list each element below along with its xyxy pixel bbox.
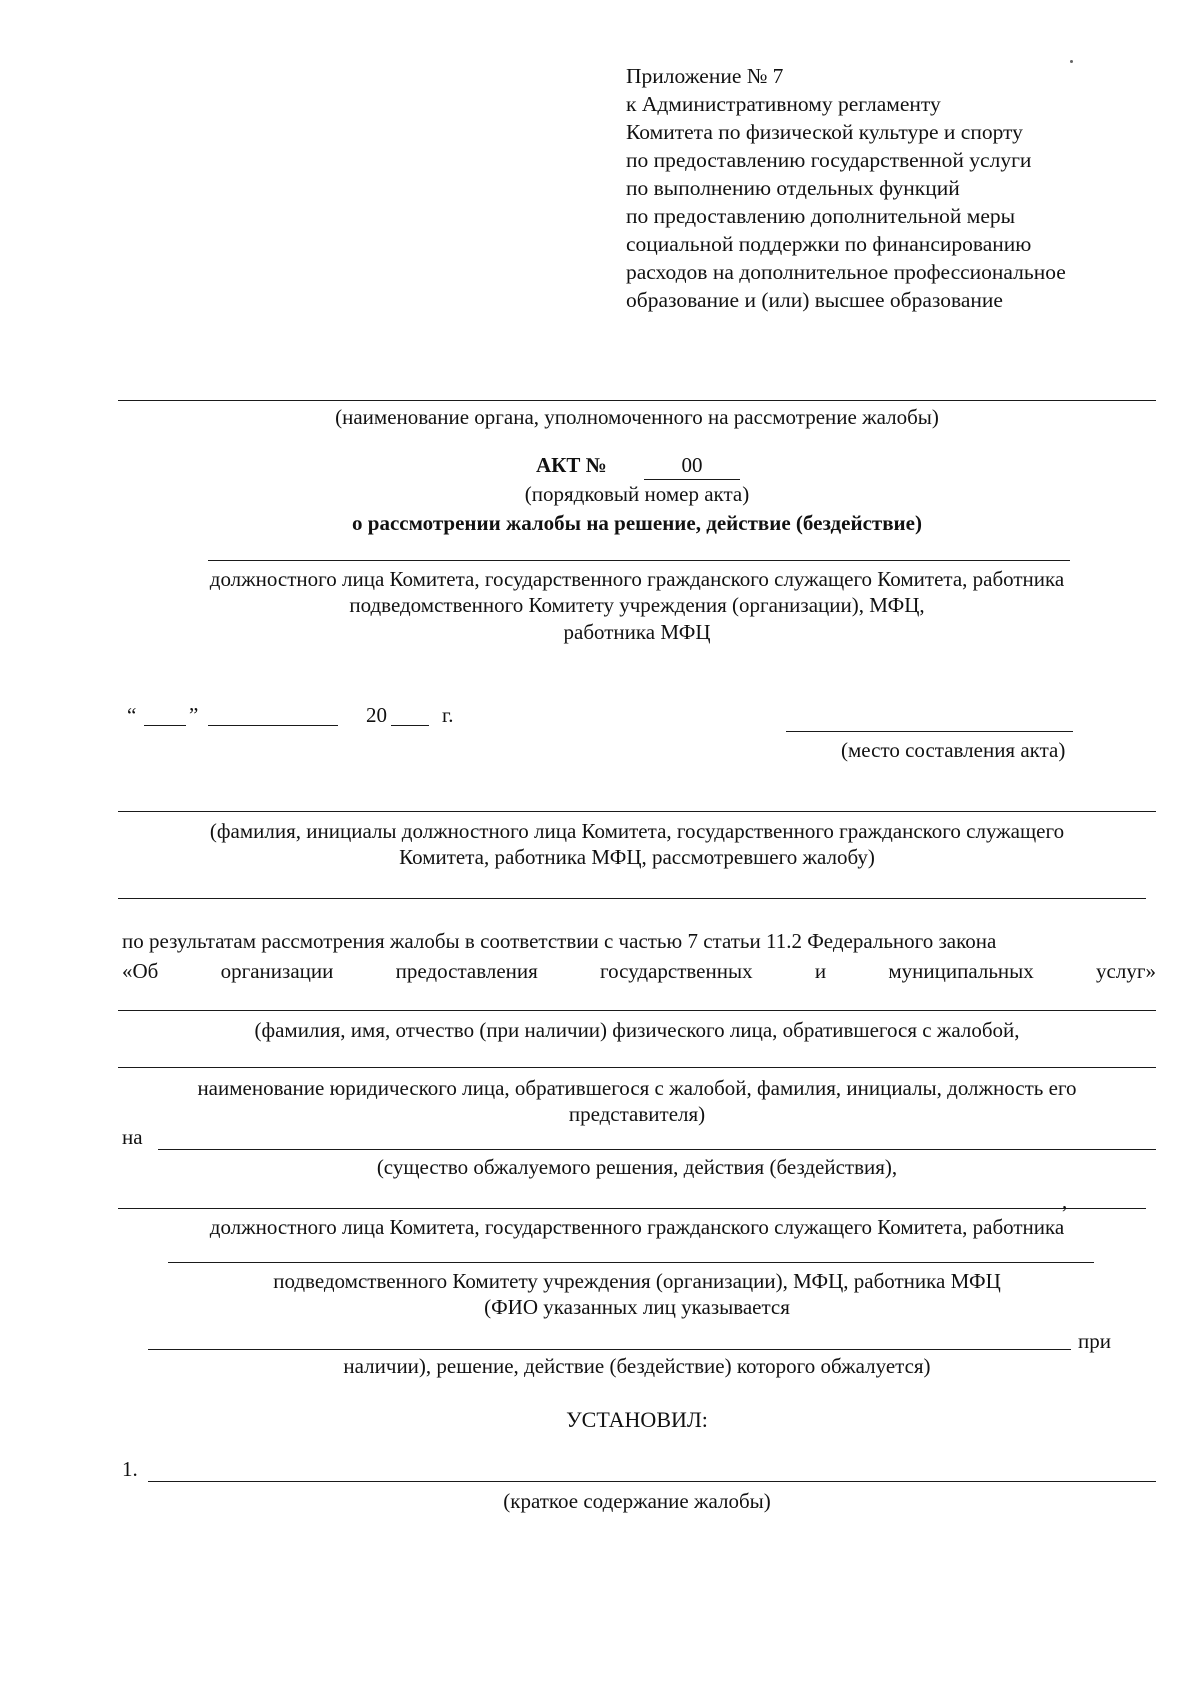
date-month-line [208, 725, 338, 726]
results-word: организации [220, 959, 334, 983]
reviewer-caption-line: Комитета, работника МФЦ, рассмотревшего жалобу) [399, 845, 875, 870]
results-word: услуг» [1096, 959, 1156, 983]
applicant-caption: (фамилия, имя, отчество (при наличии) физического лица, обратившегося с жалобой, [254, 1018, 1020, 1042]
results-word: муниципальных [888, 959, 1034, 983]
scan-speck [1070, 60, 1073, 63]
legal-caption-line: наименование юридического лица, обратившегося с жалобой, фамилия, инициалы, должность его [197, 1076, 1077, 1100]
institution-caption [118, 1268, 1156, 1321]
results-line-1: по результатам рассмотрения жалобы в соответствии с частью 7 статьи 11.2 Федерального закона [122, 929, 997, 953]
item-number: 1. [122, 1457, 138, 1481]
date-close-quote: ” [189, 703, 199, 727]
summary-caption: (краткое содержание жалобы) [503, 1489, 771, 1513]
on-label: на [122, 1125, 143, 1149]
official-caption [118, 566, 1156, 645]
appendix-line: по выполнению отдельных функций [626, 176, 960, 200]
appendix-line: по предоставлению дополнительной меры [626, 204, 1016, 228]
institution-caption-line: подведомственного Комитету учреждения (организации), МФЦ, работника МФЦ [273, 1269, 1001, 1293]
official-caption-line: должностного лица Комитета, государственного гражданского служащего Комитета, работника [209, 567, 1065, 591]
act-label: АКТ № [536, 453, 607, 477]
institution-caption-line: (ФИО указанных лиц указывается [484, 1295, 790, 1320]
when-label: при [1078, 1329, 1111, 1353]
official-caption-2: должностного лица Комитета, государственного гражданского служащего Комитета, работника [209, 1215, 1065, 1239]
reviewer-line [118, 811, 1156, 812]
appendix-line: по предоставлению государственной услуги [626, 148, 1032, 172]
fio-line [148, 1349, 1071, 1350]
results-word: предоставления [395, 959, 538, 983]
reviewer-caption [118, 818, 1156, 871]
act-subject: о рассмотрении жалобы на решение, действие (бездействие) [352, 511, 922, 535]
act-number-caption: (порядковый номер акта) [524, 482, 750, 506]
appendix-line: социальной поддержки по финансированию [626, 232, 1032, 256]
legal-caption-line: представителя) [568, 1102, 706, 1127]
act-number: 00 [681, 453, 703, 477]
organ-name-line [118, 400, 1156, 401]
appendix-header [626, 62, 1146, 314]
appendix-line: Комитета по физической культуре и спорту [626, 120, 1023, 144]
date-day-line [144, 725, 186, 726]
essence-line [118, 1208, 1146, 1209]
results-word: и [814, 959, 827, 983]
legal-line [118, 1067, 1156, 1068]
appendix-line: расходов на дополнительное профессиональное [626, 260, 1066, 284]
essence-comma: , [1062, 1189, 1068, 1213]
date-year-line [391, 725, 429, 726]
appendix-line: Приложение № 7 [626, 64, 784, 88]
available-caption: наличии), решение, действие (бездействие) которого обжалуется) [343, 1354, 931, 1378]
act-number-line [644, 479, 740, 480]
on-line [158, 1149, 1156, 1150]
institution-line [168, 1262, 1094, 1263]
official-caption-line: подведомственного Комитету учреждения (организации), МФЦ, [349, 593, 925, 618]
essence-caption: (существо обжалуемого решения, действия (бездействия), [376, 1155, 898, 1179]
date-open-quote: “ [127, 703, 137, 727]
official-caption-line: работника МФЦ [563, 619, 711, 644]
established-heading: УСТАНОВИЛ: [566, 1407, 708, 1432]
results-word: «Об [122, 959, 159, 983]
legal-caption [118, 1075, 1156, 1128]
date-year: 20 [366, 703, 387, 727]
results-line-2 [122, 958, 1156, 984]
place-caption: (место составления акта) [841, 738, 1066, 762]
reviewer-line-2 [118, 898, 1146, 899]
official-line [208, 560, 1070, 561]
applicant-line [118, 1010, 1156, 1011]
reviewer-caption-line: (фамилия, инициалы должностного лица Комитета, государственного гражданского служащего [209, 819, 1065, 843]
place-line [786, 731, 1073, 732]
item-line [148, 1481, 1156, 1482]
date-year-suffix: г. [442, 703, 454, 727]
results-word: государственных [600, 959, 753, 983]
organ-caption: (наименование органа, уполномоченного на рассмотрение жалобы) [335, 405, 939, 429]
appendix-line: образование и (или) высшее образование [626, 288, 1003, 312]
appendix-line: к Административному регламенту [626, 92, 941, 116]
